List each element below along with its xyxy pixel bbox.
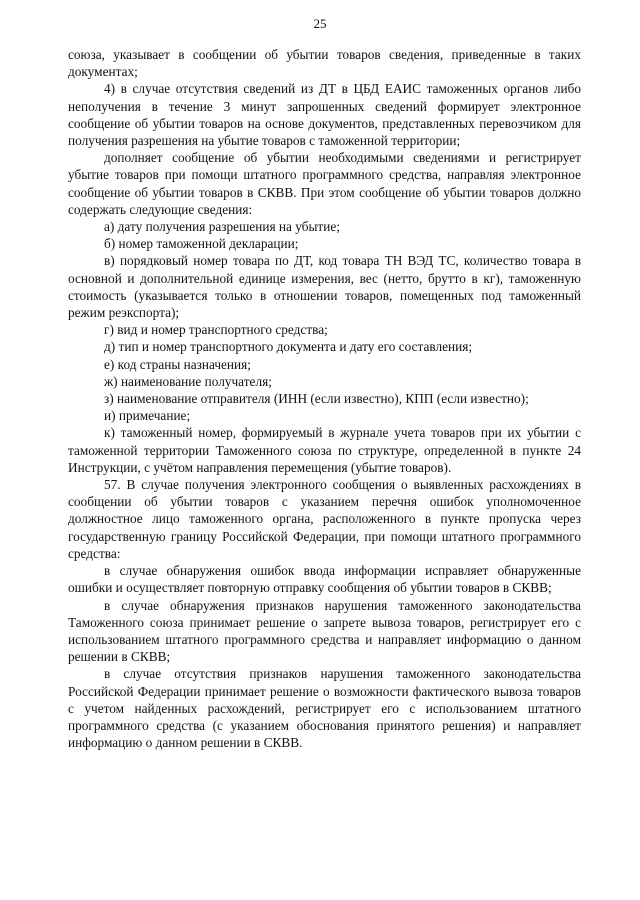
list-item: е) код страны назначения; bbox=[104, 356, 251, 372]
paragraph: в случае отсутствия признаков нарушения таможенного законодательства Российской Федерации принимает решение о возможности фактического вывоза товаров с учетом найденных расхождений, регистрирует его с использованием штатного программного средства (с указанием обоснования принятого решения) и направляет информацию о данном решении в СКВВ. bbox=[68, 666, 581, 751]
document-body bbox=[68, 46, 581, 751]
list-item: д) тип и номер транспортного документа и дату его составления; bbox=[104, 339, 473, 355]
page-number: 25 bbox=[313, 16, 327, 31]
paragraph: 57. В случае получения электронного сообщения о выявленных расхождениях в сообщении об убытии товаров с указанием перечня ошибок уполномоченное должностное лицо таможенного органа, расположенного в пункте пропуска через государственную границу Российской Федерации, при помощи штатного программного средства: bbox=[68, 477, 581, 561]
paragraph: союза, указывает в сообщении об убытии товаров сведения, приведенные в таких документах; bbox=[68, 47, 581, 80]
list-item: и) примечание; bbox=[104, 408, 191, 424]
list-item: ж) наименование получателя; bbox=[104, 373, 272, 389]
paragraph: дополняет сообщение об убытии необходимыми сведениями и регистрирует убытие товаров при помощи штатного программного средства, направляя электронное сообщение об убытии товаров в СКВВ. При этом сообщение об убытии товаров должно содержать следующие сведения: bbox=[68, 150, 581, 217]
paragraph: 4) в случае отсутствия сведений из ДТ в ЦБД ЕАИС таможенных органов либо неполучения в течение 3 минут запрошенных сведений формирует электронное сообщение об убытии товаров на основе документов, представленных перевозчиком для получения разрешения на убытие товаров с таможенной территории; bbox=[68, 81, 581, 149]
list-item: б) номер таможенной декларации; bbox=[104, 236, 299, 252]
list-item: к) таможенный номер, формируемый в журнале учета товаров при их убытии с таможенной территории Таможенного союза по структуре, определенной в пункте 24 Инструкции, с учётом направления перемещения (убытие товаров). bbox=[68, 425, 581, 475]
list-item: а) дату получения разрешения на убытие; bbox=[104, 219, 340, 235]
paragraph: в случае обнаружения признаков нарушения таможенного законодательства Таможенного союза принимает решение о запрете вывоза товаров, регистрирует его с использованием штатного программного средства и направляет информацию о данном решении в СКВВ; bbox=[68, 597, 581, 665]
paragraph: в случае обнаружения ошибок ввода информации исправляет обнаруженные ошибки и осуществляет повторную отправку сообщения об убытии товаров в СКВВ; bbox=[68, 563, 581, 596]
list-item: з) наименование отправителя (ИНН (если известно), КПП (если известно); bbox=[104, 391, 529, 407]
list-item: г) вид и номер транспортного средства; bbox=[104, 322, 328, 338]
list-item: в) порядковый номер товара по ДТ, код товара ТН ВЭД ТС, количество товара в основной и дополнительной единице измерения, вес (нетто, брутто в кг), таможенную стоимость (указывается только в отношении товаров, помещенных под таможенный режим реэкспорта); bbox=[68, 253, 581, 321]
